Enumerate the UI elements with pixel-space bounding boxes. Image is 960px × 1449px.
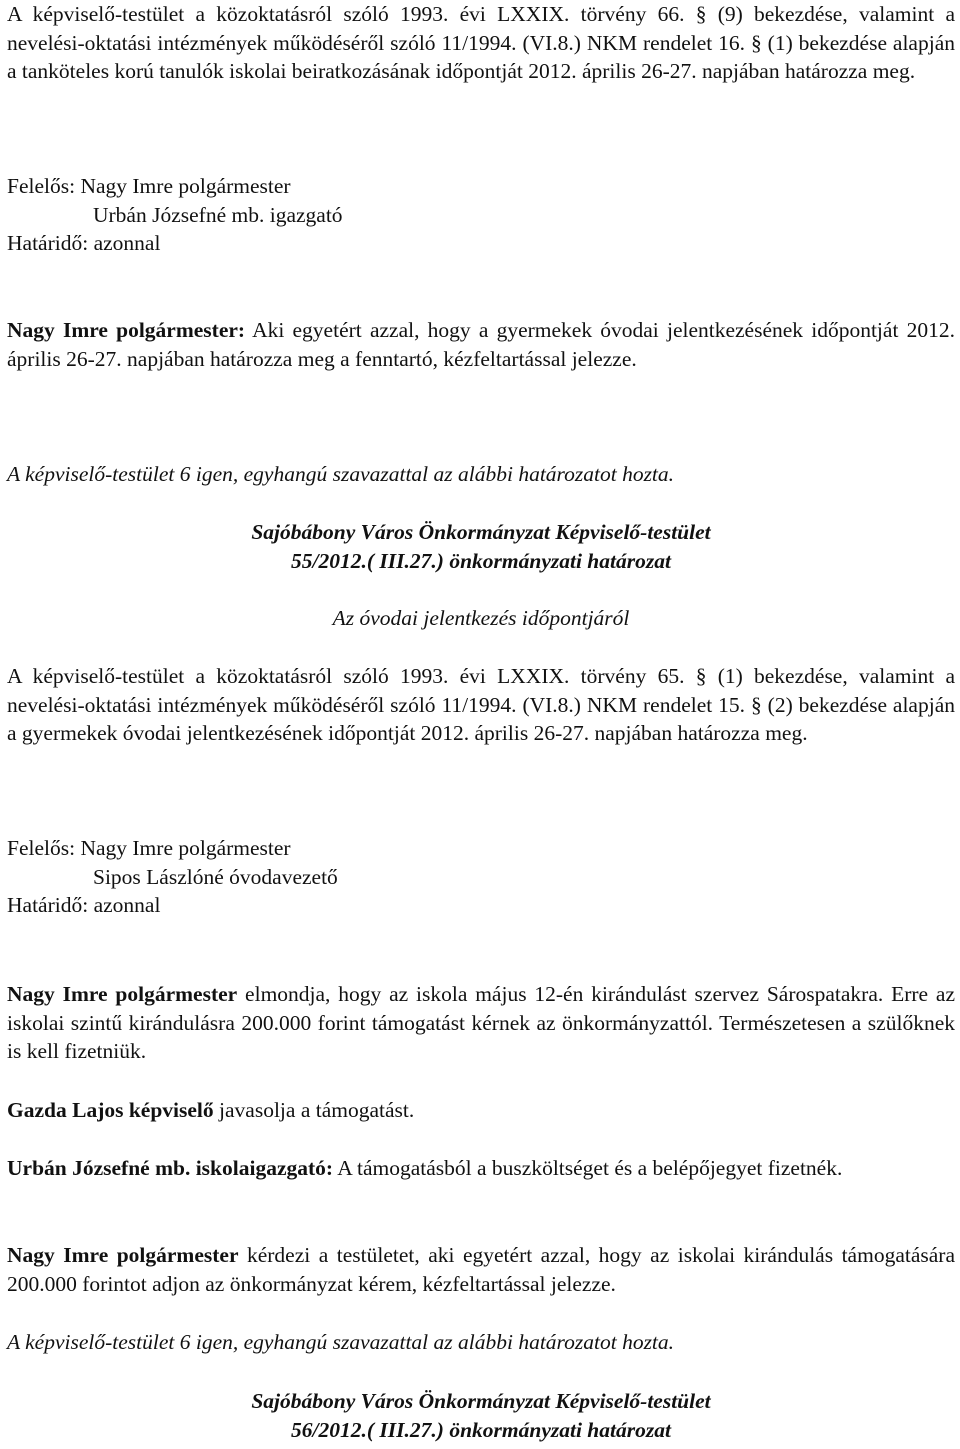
- responsible-label: Felelős: Nagy Imre polgármester: [7, 836, 291, 860]
- resolution-header-1: [7, 518, 955, 575]
- speech-text: A támogatásból a buszköltséget és a belépőjegyet fizetnék.: [333, 1156, 843, 1180]
- resolution-body: Sajóbábony Város Önkormányzat Képviselő-testület: [251, 1389, 711, 1413]
- resolution-body: Sajóbábony Város Önkormányzat Képviselő-testület: [251, 520, 711, 544]
- resolution-number: 56/2012.( III.27.) önkormányzati határozat: [291, 1417, 671, 1442]
- speech-text: kérdezi a testületet, aki egyetért azzal, hogy az iskolai kirándulás támogatására 200.000 forintot adjon az önkormányzat kérem, kézfeltartással jelezze.: [7, 1243, 955, 1296]
- resolution-number: 55/2012.( III.27.) önkormányzati határozat: [291, 548, 671, 573]
- vote-result-1: A képviselő-testület 6 igen, egyhangú szavazattal az alábbi határozatot hozta.: [7, 462, 675, 486]
- speech-text: elmondja, hogy az iskola május 12-én kirándulást szervez Sárospatakra. Erre az iskolai szintű kirándulásra 200.000 forint támogatást kérnek az önkormányzattól. Természetesen a szülőknek is kell fizetniük.: [7, 982, 955, 1064]
- vote-result-2: A képviselő-testület 6 igen, egyhangú szavazattal az alábbi határozatot hozta.: [7, 1330, 675, 1354]
- speech-representative: [7, 1096, 955, 1125]
- resolution-header-2: [7, 1387, 955, 1444]
- responsible-second: Sipos Lászlóné óvodavezető: [93, 864, 338, 889]
- speech-mayor-3: [7, 1241, 955, 1298]
- decision-text-enrollment: A képviselő-testület a közoktatásról szóló 1993. évi LXXIX. törvény 66. § (9) bekezdése, valamint a nevelési-oktatási intézmények működéséről szóló 11/1994. (VI.8.) NKM rendelet 16. § (1) bekezdése alapján a tanköteles korú tanulók iskolai beiratkozásának időpontját 2012. április 26-27. napjában határozza meg.: [7, 2, 955, 84]
- resolution-subject: Az óvodai jelentkezés időpontjáról: [332, 606, 630, 630]
- decision-text-kindergarten: A képviselő-testület a közoktatásról szóló 1993. évi LXXIX. törvény 65. § (1) bekezdése, valamint a nevelési-oktatási intézmények működéséről szóló 11/1994. (VI.8.) NKM rendelet 15. § (2) bekezdése alapján a gyermekek óvodai jelentkezésének időpontját 2012. április 26-27. napjában határozza meg.: [7, 664, 955, 746]
- speech-headmaster: [7, 1154, 955, 1183]
- responsibility-block-2: [7, 834, 955, 920]
- speaker-name: Urbán Józsefné mb. iskolaigazgató:: [7, 1156, 334, 1180]
- speaker-name: Nagy Imre polgármester:: [7, 318, 246, 342]
- speaker-name: Nagy Imre polgármester: [7, 1243, 239, 1267]
- deadline: Határidő: azonnal: [7, 893, 161, 918]
- responsible-label: Felelős: Nagy Imre polgármester: [7, 174, 291, 198]
- speaker-name: Gazda Lajos képviselő: [7, 1098, 214, 1122]
- speech-mayor-2: [7, 980, 955, 1066]
- speech-text: javasolja a támogatást.: [213, 1098, 415, 1122]
- speaker-name: Nagy Imre polgármester: [7, 982, 238, 1006]
- speech-mayor-1: [7, 316, 955, 373]
- speech-text: Aki egyetért azzal, hogy a gyermekek óvodai jelentkezésének időpontját 2012. április 26-27. napjában határozza meg a fenntartó, kézfeltartással jelezze.: [7, 318, 955, 371]
- responsibility-block-1: [7, 172, 955, 258]
- deadline: Határidő: azonnal: [7, 231, 161, 256]
- responsible-second: Urbán Józsefné mb. igazgató: [93, 202, 343, 227]
